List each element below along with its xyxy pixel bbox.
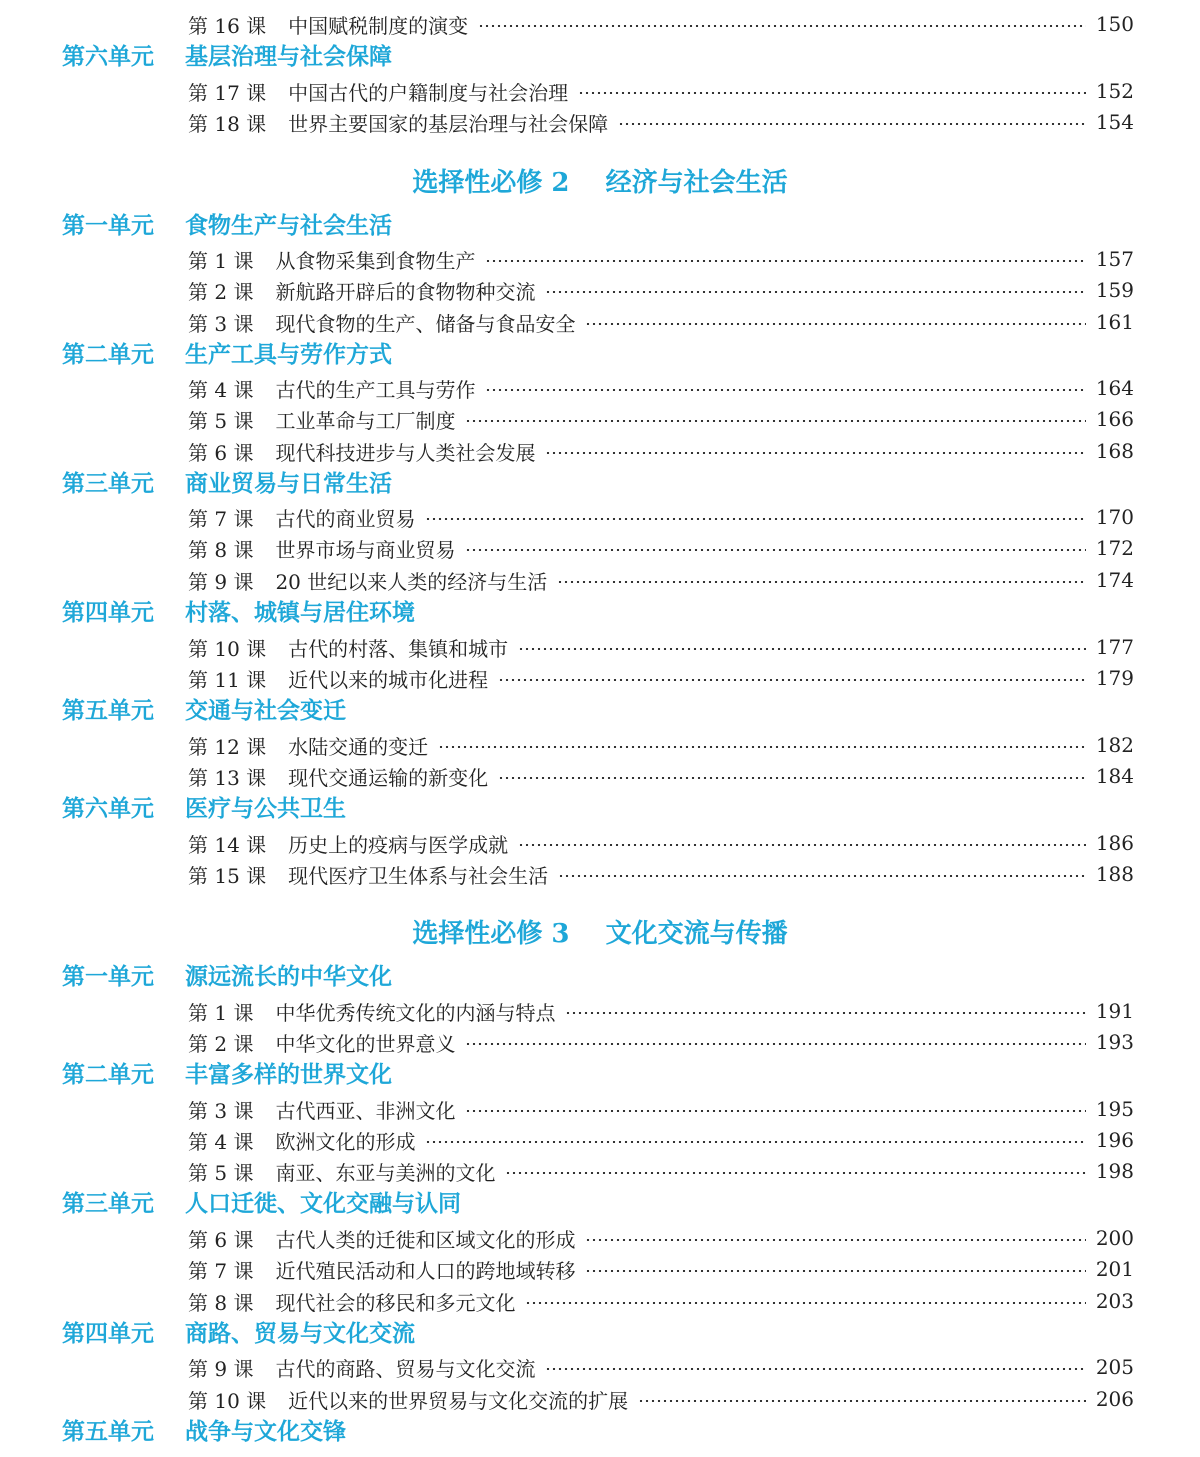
toc-lesson-row xyxy=(0,307,1200,337)
unit-title: 战争与文化交锋 xyxy=(185,1419,346,1445)
toc-unit-row xyxy=(0,960,1200,994)
toc-lesson-inner xyxy=(188,373,1134,403)
toc-lesson-inner xyxy=(188,404,1134,434)
lesson-page-number: 196 xyxy=(1095,1128,1134,1152)
toc-lesson-inner xyxy=(188,1254,1134,1284)
lesson-number: 第 6 课 xyxy=(188,440,254,465)
toc-unit-row xyxy=(0,694,1200,728)
dot-leader xyxy=(638,1400,1086,1402)
dot-leader xyxy=(565,1012,1085,1014)
lesson-page-number: 191 xyxy=(1095,999,1134,1023)
unit-title: 食物生产与社会生活 xyxy=(185,213,392,239)
lesson-page-number: 164 xyxy=(1095,376,1134,400)
toc-unit-row xyxy=(0,792,1200,826)
unit-label: 第一单元 xyxy=(62,213,154,239)
toc-lesson-row xyxy=(0,1094,1200,1124)
dot-leader xyxy=(498,777,1086,779)
dot-leader xyxy=(465,1043,1085,1045)
toc-lesson-inner xyxy=(188,828,1134,858)
toc-section-heading xyxy=(0,914,1200,954)
unit-title: 医疗与公共卫生 xyxy=(185,796,346,822)
dot-leader xyxy=(425,518,1085,520)
lesson-page-number: 206 xyxy=(1095,1387,1134,1411)
toc-lesson-row xyxy=(0,663,1200,693)
lesson-title: 中华优秀传统文化的内涵与特点 xyxy=(275,1000,556,1025)
toc-lesson-row xyxy=(0,828,1200,858)
lesson-title: 新航路开辟后的食物物种交流 xyxy=(275,279,536,304)
lesson-title: 中国古代的户籍制度与社会治理 xyxy=(288,80,569,105)
unit-title: 商业贸易与日常生活 xyxy=(185,471,392,497)
dot-leader xyxy=(465,1110,1085,1112)
unit-label: 第一单元 xyxy=(62,964,154,990)
unit-title: 丰富多样的世界文化 xyxy=(185,1062,392,1088)
lesson-title: 现代交通运输的新变化 xyxy=(288,765,489,790)
lesson-page-number: 184 xyxy=(1095,764,1134,788)
lesson-number: 第 17 课 xyxy=(188,80,267,105)
unit-title: 生产工具与劳作方式 xyxy=(185,342,392,368)
dot-leader xyxy=(425,1141,1085,1143)
lesson-page-number: 152 xyxy=(1095,79,1134,103)
lesson-number: 第 3 课 xyxy=(188,1098,254,1123)
lesson-title: 工业革命与工厂制度 xyxy=(275,408,456,433)
lesson-page-number: 179 xyxy=(1095,666,1134,690)
lesson-number: 第 2 课 xyxy=(188,279,254,304)
lesson-number: 第 5 课 xyxy=(188,1160,254,1185)
unit-label: 第四单元 xyxy=(62,1321,154,1347)
toc-lesson-inner xyxy=(188,1384,1134,1414)
dot-leader xyxy=(485,389,1085,391)
toc-lesson-inner xyxy=(188,275,1134,305)
toc-section-heading xyxy=(0,163,1200,203)
toc-lesson-inner xyxy=(188,761,1134,791)
toc-lesson-inner xyxy=(188,565,1134,595)
toc-lesson-row xyxy=(0,107,1200,137)
toc-unit-row xyxy=(0,40,1200,74)
lesson-page-number: 186 xyxy=(1095,831,1134,855)
lesson-number: 第 7 课 xyxy=(188,506,254,531)
toc-lesson-row xyxy=(0,1125,1200,1155)
unit-title: 商路、贸易与文化交流 xyxy=(185,1321,415,1347)
unit-title: 源远流长的中华文化 xyxy=(185,964,392,990)
toc-lesson-inner xyxy=(188,244,1134,274)
lesson-number: 第 10 课 xyxy=(188,1388,267,1413)
lesson-number: 第 13 课 xyxy=(188,765,267,790)
lesson-number: 第 2 课 xyxy=(188,1031,254,1056)
unit-label: 第二单元 xyxy=(62,342,154,368)
toc-unit-row xyxy=(0,209,1200,243)
toc-lesson-inner xyxy=(188,502,1134,532)
section-title: 选择性必修 3 文化交流与传播 xyxy=(412,919,788,949)
toc-lesson-inner xyxy=(188,9,1134,39)
toc-lesson-inner xyxy=(188,1223,1134,1253)
dot-leader xyxy=(438,746,1086,748)
toc-lesson-inner xyxy=(188,107,1134,137)
toc-lesson-row xyxy=(0,533,1200,563)
toc-unit-row xyxy=(0,338,1200,372)
dot-leader xyxy=(618,123,1086,125)
lesson-number: 第 3 课 xyxy=(188,311,254,336)
toc-lesson-inner xyxy=(188,730,1134,760)
lesson-title: 近代以来的城市化进程 xyxy=(288,667,489,692)
lesson-title: 古代的商路、贸易与文化交流 xyxy=(275,1356,536,1381)
lesson-number: 第 4 课 xyxy=(188,1129,254,1154)
lesson-page-number: 195 xyxy=(1095,1097,1134,1121)
unit-label: 第三单元 xyxy=(62,1191,154,1217)
lesson-title: 世界市场与商业贸易 xyxy=(275,537,456,562)
lesson-number: 第 1 课 xyxy=(188,1000,254,1025)
toc-lesson-row xyxy=(0,275,1200,305)
dot-leader xyxy=(545,452,1085,454)
toc-lesson-inner xyxy=(188,1286,1134,1316)
toc-lesson-row xyxy=(0,404,1200,434)
lesson-title: 现代医疗卫生体系与社会生活 xyxy=(288,863,549,888)
lesson-number: 第 14 课 xyxy=(188,832,267,857)
unit-title: 人口迁徙、文化交融与认同 xyxy=(185,1191,461,1217)
dot-leader xyxy=(505,1172,1085,1174)
dot-leader xyxy=(518,844,1086,846)
lesson-title: 水陆交通的变迁 xyxy=(288,734,429,759)
toc-lesson-row xyxy=(0,76,1200,106)
toc-lesson-inner xyxy=(188,533,1134,563)
lesson-number: 第 7 课 xyxy=(188,1258,254,1283)
lesson-page-number: 193 xyxy=(1095,1030,1134,1054)
lesson-title: 古代的生产工具与劳作 xyxy=(275,377,476,402)
toc-lesson-inner xyxy=(188,859,1134,889)
lesson-page-number: 154 xyxy=(1095,110,1134,134)
lesson-number: 第 4 课 xyxy=(188,377,254,402)
toc-lesson-inner xyxy=(188,1094,1134,1124)
dot-leader xyxy=(498,679,1086,681)
toc-lesson-row xyxy=(0,1156,1200,1186)
toc-unit-row xyxy=(0,1058,1200,1092)
dot-leader xyxy=(518,648,1086,650)
toc-lesson-row xyxy=(0,1254,1200,1284)
lesson-title: 现代社会的移民和多元文化 xyxy=(275,1290,516,1315)
unit-label: 第二单元 xyxy=(62,1062,154,1088)
dot-leader xyxy=(585,1270,1085,1272)
dot-leader xyxy=(465,420,1085,422)
lesson-number: 第 15 课 xyxy=(188,863,267,888)
lesson-title: 古代的商业贸易 xyxy=(275,506,416,531)
lesson-page-number: 205 xyxy=(1095,1355,1134,1379)
lesson-number: 第 1 课 xyxy=(188,248,254,273)
lesson-title: 欧洲文化的形成 xyxy=(275,1129,416,1154)
dot-leader xyxy=(585,1239,1085,1241)
lesson-number: 第 6 课 xyxy=(188,1227,254,1252)
lesson-title: 中国赋税制度的演变 xyxy=(288,13,469,38)
toc-lesson-row xyxy=(0,996,1200,1026)
toc-lesson-inner xyxy=(188,1156,1134,1186)
lesson-page-number: 198 xyxy=(1095,1159,1134,1183)
dot-leader xyxy=(478,25,1086,27)
lesson-number: 第 9 课 xyxy=(188,569,254,594)
toc-lesson-row xyxy=(0,436,1200,466)
lesson-page-number: 161 xyxy=(1095,310,1134,334)
lesson-number: 第 12 课 xyxy=(188,734,267,759)
dot-leader xyxy=(585,323,1085,325)
toc-unit-row xyxy=(0,1187,1200,1221)
lesson-page-number: 203 xyxy=(1095,1289,1134,1313)
unit-label: 第三单元 xyxy=(62,471,154,497)
lesson-title: 现代科技进步与人类社会发展 xyxy=(275,440,536,465)
unit-title: 交通与社会变迁 xyxy=(185,698,346,724)
lesson-page-number: 168 xyxy=(1095,439,1134,463)
lesson-number: 第 5 课 xyxy=(188,408,254,433)
lesson-page-number: 166 xyxy=(1095,407,1134,431)
lesson-page-number: 170 xyxy=(1095,505,1134,529)
toc-lesson-row xyxy=(0,859,1200,889)
dot-leader xyxy=(557,581,1086,583)
unit-label: 第四单元 xyxy=(62,600,154,626)
toc-lesson-inner xyxy=(188,1027,1134,1057)
unit-title: 村落、城镇与居住环境 xyxy=(185,600,415,626)
dot-leader xyxy=(545,291,1085,293)
lesson-number: 第 16 课 xyxy=(188,13,267,38)
lesson-title: 近代殖民活动和人口的跨地域转移 xyxy=(275,1258,576,1283)
toc-lesson-row xyxy=(0,244,1200,274)
lesson-page-number: 188 xyxy=(1095,862,1134,886)
unit-label: 第五单元 xyxy=(62,698,154,724)
dot-leader xyxy=(525,1302,1085,1304)
lesson-title: 从食物采集到食物生产 xyxy=(275,248,476,273)
toc-lesson-row xyxy=(0,730,1200,760)
lesson-title: 古代的村落、集镇和城市 xyxy=(288,636,509,661)
toc-unit-row xyxy=(0,596,1200,630)
toc-lesson-row xyxy=(0,1027,1200,1057)
lesson-title: 南亚、东亚与美洲的文化 xyxy=(275,1160,496,1185)
toc-lesson-row xyxy=(0,1384,1200,1414)
section-title: 选择性必修 2 经济与社会生活 xyxy=(412,168,788,198)
lesson-number: 第 8 课 xyxy=(188,1290,254,1315)
unit-label: 第六单元 xyxy=(62,44,154,70)
toc-lesson-row xyxy=(0,502,1200,532)
dot-leader xyxy=(558,875,1086,877)
toc-lesson-inner xyxy=(188,436,1134,466)
toc-lesson-row xyxy=(0,761,1200,791)
toc-lesson-inner xyxy=(188,663,1134,693)
lesson-number: 第 10 课 xyxy=(188,636,267,661)
lesson-title: 古代人类的迁徙和区域文化的形成 xyxy=(275,1227,576,1252)
lesson-page-number: 172 xyxy=(1095,536,1134,560)
toc-unit-row xyxy=(0,1415,1200,1449)
toc-unit-row xyxy=(0,1317,1200,1351)
toc-lesson-inner xyxy=(188,76,1134,106)
lesson-title: 中华文化的世界意义 xyxy=(275,1031,456,1056)
lesson-number: 第 11 课 xyxy=(188,667,267,692)
lesson-number: 第 8 课 xyxy=(188,537,254,562)
toc-lesson-row xyxy=(0,9,1200,39)
lesson-title: 世界主要国家的基层治理与社会保障 xyxy=(288,111,609,136)
lesson-page-number: 159 xyxy=(1095,278,1134,302)
lesson-title: 近代以来的世界贸易与文化交流的扩展 xyxy=(288,1388,629,1413)
lesson-page-number: 201 xyxy=(1095,1257,1134,1281)
lesson-page-number: 174 xyxy=(1095,568,1134,592)
toc-lesson-inner xyxy=(188,1125,1134,1155)
lesson-title: 历史上的疫病与医学成就 xyxy=(288,832,509,857)
toc-lesson-inner xyxy=(188,996,1134,1026)
toc-lesson-inner xyxy=(188,307,1134,337)
lesson-page-number: 182 xyxy=(1095,733,1134,757)
toc-lesson-row xyxy=(0,1286,1200,1316)
lesson-title: 20 世纪以来人类的经济与生活 xyxy=(275,569,548,594)
lesson-title: 古代西亚、非洲文化 xyxy=(275,1098,456,1123)
lesson-number: 第 9 课 xyxy=(188,1356,254,1381)
unit-title: 基层治理与社会保障 xyxy=(185,44,392,70)
toc-lesson-row xyxy=(0,373,1200,403)
dot-leader xyxy=(578,92,1086,94)
toc-lesson-row xyxy=(0,1352,1200,1382)
lesson-title: 现代食物的生产、储备与食品安全 xyxy=(275,311,576,336)
dot-leader xyxy=(465,549,1085,551)
dot-leader xyxy=(485,260,1085,262)
toc-lesson-row xyxy=(0,565,1200,595)
lesson-number: 第 18 课 xyxy=(188,111,267,136)
toc-lesson-row xyxy=(0,632,1200,662)
toc-unit-row xyxy=(0,467,1200,501)
toc-lesson-inner xyxy=(188,1352,1134,1382)
unit-label: 第六单元 xyxy=(62,796,154,822)
lesson-page-number: 177 xyxy=(1095,635,1134,659)
toc-lesson-row xyxy=(0,1223,1200,1253)
unit-label: 第五单元 xyxy=(62,1419,154,1445)
lesson-page-number: 150 xyxy=(1095,12,1134,36)
lesson-page-number: 200 xyxy=(1095,1226,1134,1250)
toc-lesson-inner xyxy=(188,632,1134,662)
lesson-page-number: 157 xyxy=(1095,247,1134,271)
dot-leader xyxy=(545,1368,1085,1370)
